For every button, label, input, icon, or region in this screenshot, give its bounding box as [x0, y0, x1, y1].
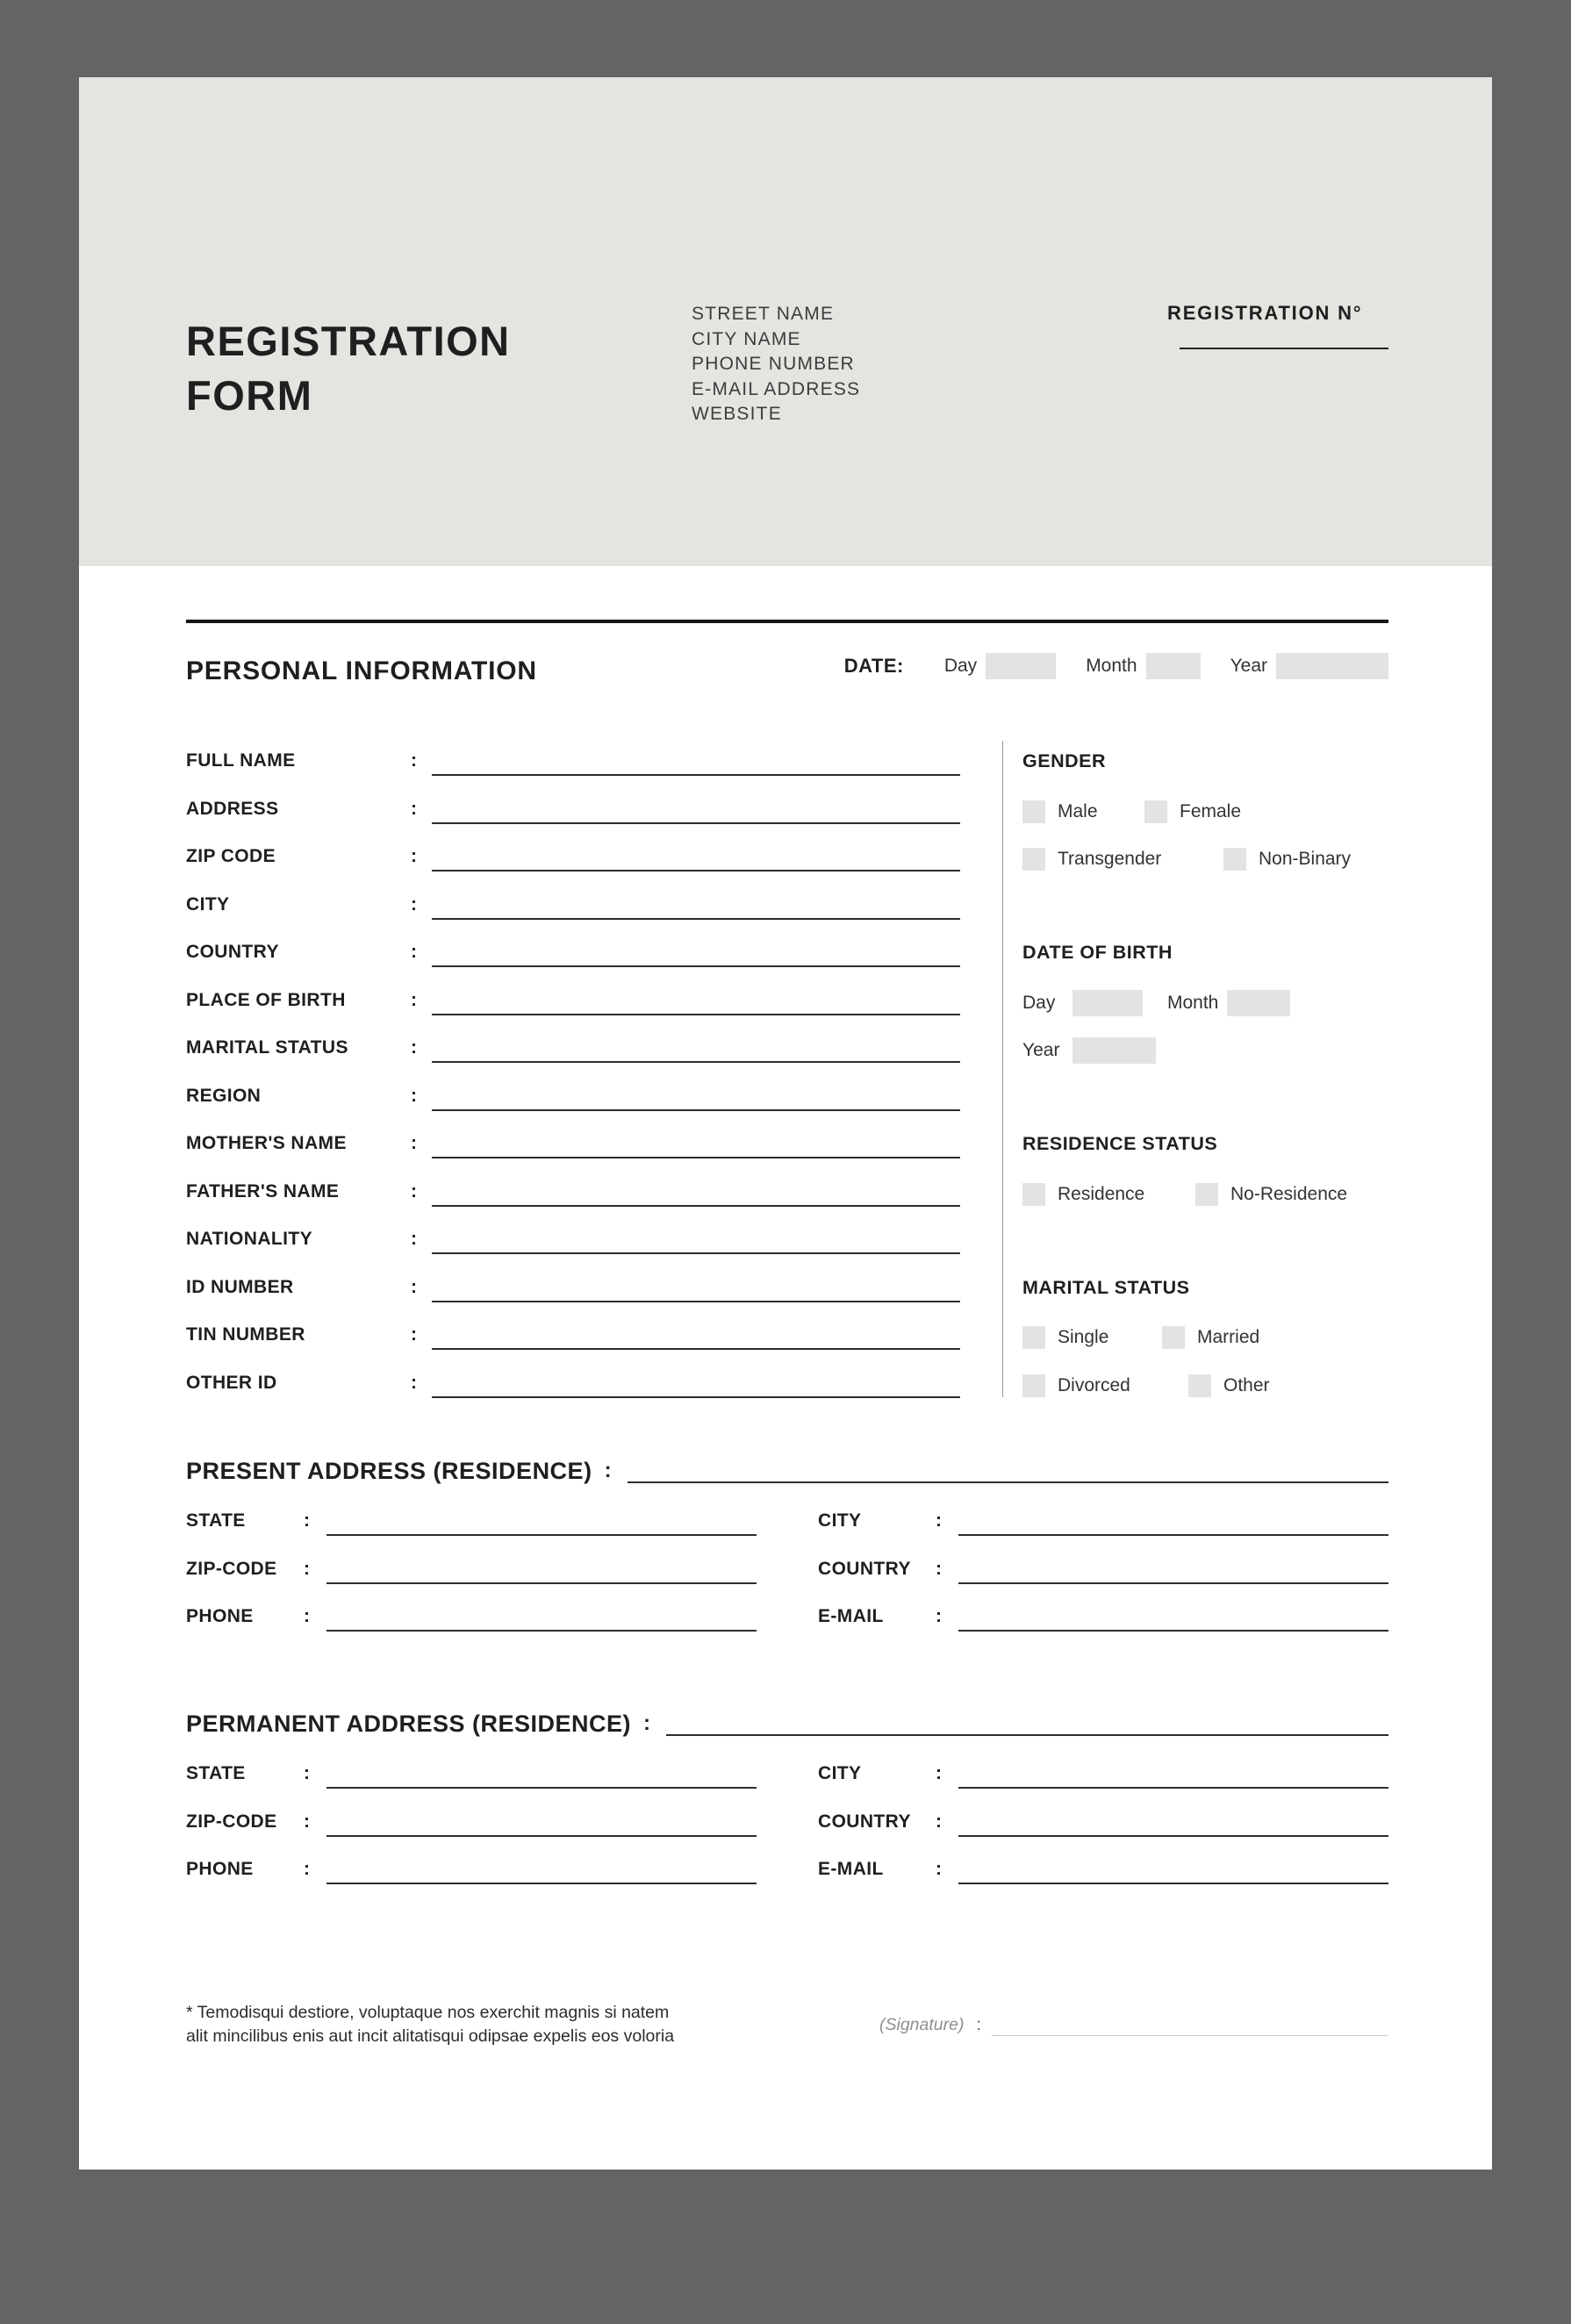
no-residence-label: No-Residence — [1230, 1183, 1348, 1204]
date-year-box[interactable] — [1276, 653, 1388, 679]
registration-number-label: REGISTRATION N° — [1167, 302, 1363, 324]
present-zip-row — [186, 1558, 757, 1606]
field-row-place-of-birth — [186, 989, 960, 1037]
residence-options-row — [1022, 1180, 1388, 1229]
field-row-marital-status — [186, 1036, 960, 1085]
zip-code-label: ZIP-CODE — [186, 1558, 277, 1579]
full-name-label: FULL NAME — [186, 750, 296, 771]
colon: : — [936, 1811, 942, 1832]
contact-street: STREET NAME — [692, 304, 835, 324]
colon: : — [304, 1510, 310, 1531]
footnote-line2: alit mincilibus enis aut incit alitatisqui odipsae expelis eos voloria — [186, 2026, 675, 2046]
non-binary-label: Non-Binary — [1259, 849, 1352, 869]
transgender-label: Transgender — [1058, 849, 1162, 869]
colon: : — [304, 1558, 310, 1579]
form-title — [186, 314, 511, 423]
signature-row — [879, 2015, 1388, 2036]
dob-month-box[interactable] — [1227, 990, 1290, 1016]
permanent-phone-row — [186, 1858, 757, 1906]
gender-heading: GENDER — [1022, 750, 1106, 771]
checkbox-option-single[interactable] — [1022, 1323, 1162, 1352]
female-checkbox[interactable] — [1144, 800, 1167, 823]
residence-label: Residence — [1058, 1183, 1145, 1204]
phone-label: PHONE — [186, 1859, 254, 1879]
dob-year-row — [1022, 1036, 1388, 1085]
registration-form-page — [79, 77, 1492, 2170]
contact-website: WEBSITE — [692, 404, 782, 424]
checkbox-option-married[interactable] — [1162, 1323, 1259, 1352]
present-country-input-line[interactable] — [958, 1558, 1388, 1584]
dob-day-box[interactable] — [1072, 990, 1143, 1016]
column-divider — [1002, 741, 1003, 1397]
residence-status-heading: RESIDENCE STATUS — [1022, 1133, 1218, 1154]
marital-options-row-1 — [1022, 1323, 1388, 1372]
marital-status-label: MARITAL STATUS — [186, 1037, 348, 1058]
colon: : — [936, 1763, 942, 1783]
checkbox-option-divorced[interactable] — [1022, 1372, 1188, 1400]
other-id-label: OTHER ID — [186, 1372, 277, 1393]
gender-options-row-1 — [1022, 798, 1388, 846]
footnote — [186, 2001, 674, 2048]
field-row-tin-number — [186, 1323, 960, 1372]
dob-year-label: Year — [1022, 1040, 1060, 1060]
date-month-label: Month — [1086, 656, 1137, 676]
registration-number-input-line[interactable] — [1180, 348, 1388, 349]
zip-code-label: ZIP CODE — [186, 846, 276, 866]
other-id-input-line[interactable] — [432, 1372, 960, 1398]
permanent-state-input-line[interactable] — [326, 1762, 757, 1789]
field-row-full-name — [186, 750, 960, 798]
permanent-city-input-line[interactable] — [958, 1762, 1388, 1789]
fathers-name-input-line[interactable] — [432, 1180, 960, 1207]
colon: : — [411, 1276, 417, 1297]
form-title-line1: REGISTRATION — [186, 318, 511, 364]
colon: : — [936, 1606, 942, 1626]
present-state-row — [186, 1510, 757, 1558]
field-row-fathers-name — [186, 1180, 960, 1229]
place-of-birth-input-line[interactable] — [432, 989, 960, 1015]
checkbox-option-transgender[interactable] — [1022, 845, 1223, 873]
form-title-line2: FORM — [186, 372, 313, 419]
city-label: CITY — [818, 1763, 862, 1783]
colon: : — [411, 1229, 417, 1249]
permanent-phone-input-line[interactable] — [326, 1858, 757, 1884]
colon: : — [643, 1711, 651, 1735]
permanent-email-input-line[interactable] — [958, 1858, 1388, 1884]
dob-heading: DATE OF BIRTH — [1022, 942, 1173, 963]
email-label: E-MAIL — [818, 1859, 884, 1879]
checkbox-option-male[interactable] — [1022, 798, 1144, 826]
colon: : — [411, 750, 417, 771]
fathers-name-label: FATHER'S NAME — [186, 1180, 340, 1201]
registration-number — [1167, 302, 1388, 349]
tin-number-input-line[interactable] — [432, 1323, 960, 1350]
full-name-input-line[interactable] — [432, 750, 960, 776]
date-label: DATE: — [843, 655, 904, 677]
date-day-label: Day — [943, 656, 978, 676]
present-zip-input-line[interactable] — [326, 1558, 757, 1584]
colon: : — [936, 1558, 942, 1579]
present-address-section — [186, 1457, 1388, 1653]
colon: : — [936, 1859, 942, 1879]
section-divider-rule — [186, 620, 1388, 623]
date-month-box[interactable] — [1146, 653, 1201, 679]
permanent-country-row — [818, 1811, 1388, 1859]
date-row — [844, 653, 1388, 679]
city-label: CITY — [818, 1510, 862, 1531]
signature-input-line[interactable] — [992, 2015, 1388, 2036]
colon: : — [411, 1085, 417, 1106]
country-label: COUNTRY — [818, 1558, 911, 1579]
present-country-row — [818, 1558, 1388, 1606]
region-label: REGION — [186, 1085, 262, 1106]
field-row-zip-code — [186, 845, 960, 893]
checkbox-option-residence[interactable] — [1022, 1180, 1195, 1209]
personal-info-heading: PERSONAL INFORMATION — [186, 656, 537, 685]
footnote-line1: * Temodisqui destiore, voluptaque nos exerchit magnis si natem — [186, 2003, 670, 2022]
place-of-birth-label: PLACE OF BIRTH — [186, 989, 346, 1010]
present-email-row — [818, 1605, 1388, 1653]
permanent-zip-row — [186, 1811, 757, 1859]
divorced-checkbox[interactable] — [1022, 1374, 1045, 1397]
permanent-email-row — [818, 1858, 1388, 1906]
state-label: STATE — [186, 1510, 246, 1531]
field-row-region — [186, 1085, 960, 1133]
male-checkbox[interactable] — [1022, 800, 1045, 823]
state-label: STATE — [186, 1763, 246, 1783]
marital-status-heading: MARITAL STATUS — [1022, 1276, 1190, 1298]
colon: : — [411, 798, 417, 819]
colon: : — [411, 1133, 417, 1153]
nationality-input-line[interactable] — [432, 1228, 960, 1254]
email-label: E-MAIL — [818, 1606, 884, 1626]
tin-number-label: TIN NUMBER — [186, 1324, 305, 1345]
checkbox-option-other[interactable] — [1188, 1372, 1270, 1400]
personal-right-column — [1022, 750, 1388, 1419]
male-label: Male — [1058, 800, 1098, 821]
permanent-address-input-line[interactable] — [666, 1710, 1388, 1736]
present-phone-input-line[interactable] — [326, 1605, 757, 1632]
checkbox-option-female[interactable] — [1144, 798, 1241, 826]
present-address-input-line[interactable] — [628, 1457, 1388, 1483]
field-row-nationality — [186, 1228, 960, 1276]
colon: : — [304, 1763, 310, 1783]
female-label: Female — [1180, 800, 1242, 821]
single-checkbox[interactable] — [1022, 1326, 1045, 1349]
permanent-city-row — [818, 1762, 1388, 1811]
country-label: COUNTRY — [186, 942, 279, 962]
phone-label: PHONE — [186, 1606, 254, 1626]
nationality-label: NATIONALITY — [186, 1229, 312, 1249]
id-number-label: ID NUMBER — [186, 1276, 294, 1297]
colon: : — [976, 2015, 981, 2034]
header-band — [79, 77, 1492, 566]
contact-block — [692, 302, 860, 427]
colon: : — [411, 1372, 417, 1393]
non-binary-checkbox[interactable] — [1223, 848, 1246, 871]
id-number-input-line[interactable] — [432, 1276, 960, 1302]
field-row-country — [186, 941, 960, 989]
colon: : — [411, 1037, 417, 1058]
personal-fields — [186, 750, 960, 1419]
colon: : — [936, 1510, 942, 1531]
permanent-address-section — [186, 1710, 1388, 1906]
dob-day-month-row — [1022, 989, 1388, 1037]
present-city-row — [818, 1510, 1388, 1558]
permanent-country-input-line[interactable] — [958, 1811, 1388, 1837]
transgender-checkbox[interactable] — [1022, 848, 1045, 871]
other-label: Other — [1223, 1374, 1270, 1395]
field-row-mothers-name — [186, 1132, 960, 1180]
permanent-zip-input-line[interactable] — [326, 1811, 757, 1837]
married-checkbox[interactable] — [1162, 1326, 1185, 1349]
date-day-box[interactable] — [986, 653, 1056, 679]
mothers-name-input-line[interactable] — [432, 1132, 960, 1158]
other-checkbox[interactable] — [1188, 1374, 1211, 1397]
contact-phone: PHONE NUMBER — [692, 354, 855, 374]
date-year-label: Year — [1230, 656, 1267, 676]
mothers-name-label: MOTHER'S NAME — [186, 1133, 347, 1153]
present-phone-row — [186, 1605, 757, 1653]
country-input-line[interactable] — [432, 941, 960, 967]
married-label: Married — [1197, 1327, 1260, 1347]
contact-email: E-MAIL ADDRESS — [692, 378, 861, 399]
field-row-id-number — [186, 1276, 960, 1324]
dob-day-label: Day — [1022, 992, 1056, 1013]
colon: : — [411, 893, 417, 915]
permanent-state-row — [186, 1762, 757, 1811]
colon: : — [411, 1324, 417, 1345]
signature-label: (Signature) — [879, 2015, 965, 2034]
colon: : — [411, 989, 417, 1010]
region-input-line[interactable] — [432, 1085, 960, 1111]
marital-options-row-2 — [1022, 1372, 1388, 1420]
address-label: ADDRESS — [186, 798, 279, 819]
residence-checkbox[interactable] — [1022, 1183, 1045, 1206]
field-row-address — [186, 798, 960, 846]
address-input-line[interactable] — [432, 798, 960, 824]
country-label: COUNTRY — [818, 1811, 911, 1832]
checkbox-option-no-residence[interactable] — [1195, 1180, 1347, 1209]
dob-month-label: Month — [1167, 992, 1219, 1013]
zip-code-label: ZIP-CODE — [186, 1811, 277, 1832]
checkbox-option-non-binary[interactable] — [1223, 845, 1351, 873]
city-label: CITY — [186, 893, 230, 915]
no-residence-checkbox[interactable] — [1195, 1183, 1218, 1206]
field-row-city — [186, 893, 960, 942]
single-label: Single — [1058, 1327, 1109, 1347]
zip-code-input-line[interactable] — [432, 845, 960, 872]
gender-options-row-2 — [1022, 845, 1388, 893]
city-input-line[interactable] — [432, 893, 960, 920]
marital-status-input-line[interactable] — [432, 1036, 960, 1063]
colon: : — [411, 942, 417, 962]
dob-year-box[interactable] — [1072, 1037, 1156, 1064]
present-email-input-line[interactable] — [958, 1605, 1388, 1632]
colon: : — [411, 1180, 417, 1201]
colon: : — [304, 1811, 310, 1832]
colon: : — [304, 1606, 310, 1626]
divorced-label: Divorced — [1058, 1374, 1130, 1395]
colon: : — [411, 846, 417, 866]
permanent-address-heading: PERMANENT ADDRESS (RESIDENCE) — [186, 1711, 632, 1737]
field-row-other-id — [186, 1372, 960, 1420]
present-state-input-line[interactable] — [326, 1510, 757, 1536]
colon: : — [604, 1459, 612, 1482]
present-address-heading: PRESENT ADDRESS (RESIDENCE) — [186, 1458, 592, 1484]
colon: : — [304, 1859, 310, 1879]
present-city-input-line[interactable] — [958, 1510, 1388, 1536]
contact-city: CITY NAME — [692, 328, 801, 349]
